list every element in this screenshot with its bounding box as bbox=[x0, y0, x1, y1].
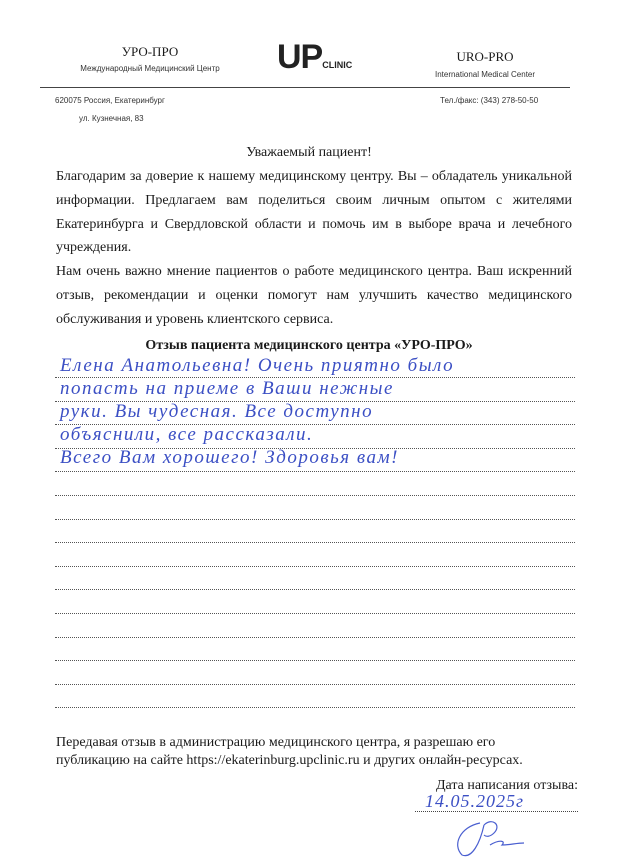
logo bbox=[277, 38, 352, 77]
org-subtitle-ru: Международный Медицинский Центр bbox=[80, 64, 220, 73]
dotted-line bbox=[55, 637, 575, 638]
org-name-ru: УРО-ПРО bbox=[121, 44, 179, 59]
dotted-line bbox=[55, 566, 575, 567]
dotted-line bbox=[55, 519, 575, 520]
dotted-line bbox=[55, 471, 575, 472]
paragraph-1: Благодарим за доверие к нашему медицинскому центру. Вы – обладатель уникальной информации. Предлагаем вам поделиться своим личным опытом с жителями Екатеринбурга и Свердловской области и помочь им в выборе врача и лечебного учреждения. bbox=[56, 169, 572, 256]
handwritten-line: Елена Анатольевна! Очень приятно было bbox=[60, 355, 455, 376]
handwritten-line: объяснили, все рассказали. bbox=[60, 424, 314, 445]
handwritten-line: Всего Вам хорошего! Здоровья вам! bbox=[60, 447, 399, 468]
org-name-en: URO-PRO bbox=[456, 49, 514, 64]
dotted-line bbox=[55, 660, 575, 661]
greeting: Уважаемый пациент! bbox=[246, 145, 372, 160]
header-divider bbox=[40, 87, 570, 88]
handwritten-line: попасть на приеме в Ваши нежные bbox=[60, 378, 394, 399]
dotted-line bbox=[55, 495, 575, 496]
form-title: Отзыв пациента медицинского центра «УРО-ПРО» bbox=[145, 338, 473, 353]
phone: Тел./факс: (343) 278-50-50 bbox=[440, 96, 539, 105]
signature bbox=[450, 815, 530, 860]
logo-clinic: CLINIC bbox=[322, 60, 353, 70]
handwritten-line: руки. Вы чудесная. Все доступно bbox=[60, 401, 374, 422]
org-subtitle-en: International Medical Center bbox=[434, 70, 536, 79]
date-label: Дата написания отзыва: bbox=[435, 778, 578, 793]
address-line-2: ул. Кузнечная, 83 bbox=[79, 114, 144, 123]
letter-body bbox=[56, 165, 572, 332]
dotted-line bbox=[55, 542, 575, 543]
dotted-line bbox=[55, 684, 575, 685]
address-line-1: 620075 Россия, Екатеринбург bbox=[55, 96, 165, 105]
dotted-line bbox=[55, 589, 575, 590]
paragraph-2: Нам очень важно мнение пациентов о работе медицинского центра. Ваш искренний отзыв, рекомендации и оценки помогут нам улучшить качество медицинского обслуживания и уровень клиентского сервиса. bbox=[56, 264, 572, 327]
logo-up: UP bbox=[277, 38, 323, 76]
dotted-line bbox=[55, 613, 575, 614]
dotted-line bbox=[55, 707, 575, 708]
consent-text: Передавая отзыв в администрацию медицинского центра, я разрешаю его публикацию на сайте https://ekaterinburg.upclinic.ru и других онлайн-ресурсах. bbox=[56, 735, 523, 768]
date-value: 14.05.2025г bbox=[425, 791, 525, 811]
